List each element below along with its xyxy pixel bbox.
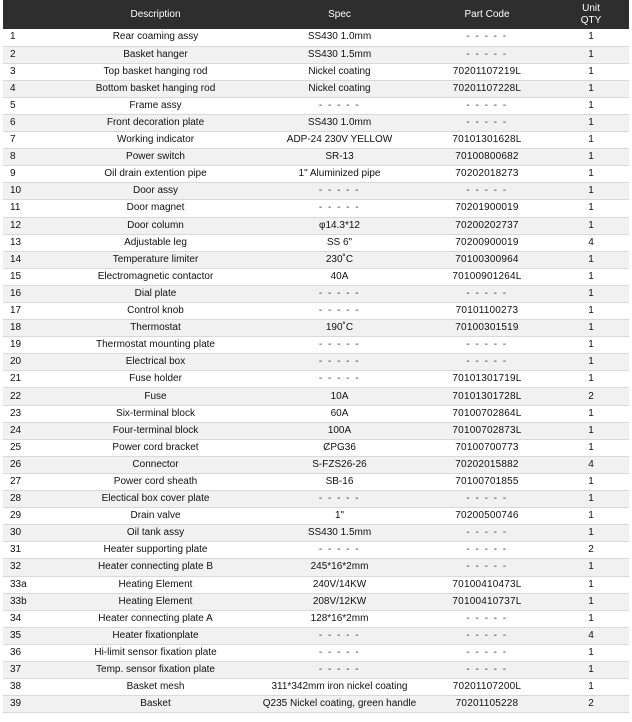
cell-unit-qty: 1 xyxy=(553,63,629,80)
table-row xyxy=(3,46,629,63)
cell-description: Frame assy xyxy=(53,97,258,114)
cell-part-code: 70100702873L xyxy=(421,422,553,439)
cell-description: Power cord sheath xyxy=(53,473,258,490)
cell-part-code: 70101301628L xyxy=(421,132,553,149)
cell-part-code: 70200202737 xyxy=(421,217,553,234)
cell-description: Heater connecting plate A xyxy=(53,610,258,627)
cell-spec: 311*342mm iron nickel coating xyxy=(258,679,421,696)
cell-description: Bottom basket hanging rod xyxy=(53,80,258,97)
table-row xyxy=(3,149,629,166)
cell-spec: SB-16 xyxy=(258,473,421,490)
cell-item-no: 35 xyxy=(3,627,53,644)
cell-unit-qty: 2 xyxy=(553,388,629,405)
cell-part-code: - - - - - xyxy=(421,644,553,661)
table-row xyxy=(3,593,629,610)
cell-unit-qty: 1 xyxy=(553,576,629,593)
table-row xyxy=(3,63,629,80)
cell-item-no: 7 xyxy=(3,132,53,149)
cell-description: Heater connecting plate B xyxy=(53,559,258,576)
cell-unit-qty: 1 xyxy=(553,508,629,525)
cell-unit-qty: 1 xyxy=(553,217,629,234)
cell-unit-qty: 1 xyxy=(553,320,629,337)
cell-spec: - - - - - xyxy=(258,491,421,508)
cell-item-no: 20 xyxy=(3,354,53,371)
table-row xyxy=(3,354,629,371)
cell-item-no: 24 xyxy=(3,422,53,439)
cell-unit-qty: 1 xyxy=(553,149,629,166)
cell-item-no: 33b xyxy=(3,593,53,610)
table-row xyxy=(3,132,629,149)
cell-item-no: 16 xyxy=(3,285,53,302)
cell-part-code: 70201107200L xyxy=(421,679,553,696)
cell-part-code: 70100410473L xyxy=(421,576,553,593)
cell-item-no: 13 xyxy=(3,234,53,251)
cell-unit-qty: 1 xyxy=(553,679,629,696)
cell-item-no: 2 xyxy=(3,46,53,63)
cell-unit-qty: 1 xyxy=(553,29,629,46)
table-row xyxy=(3,320,629,337)
cell-item-no: 28 xyxy=(3,491,53,508)
table-row xyxy=(3,610,629,627)
table-row xyxy=(3,525,629,542)
table-row xyxy=(3,559,629,576)
table-row xyxy=(3,114,629,131)
cell-spec: S-FZS26-26 xyxy=(258,456,421,473)
cell-part-code: - - - - - xyxy=(421,29,553,46)
cell-spec: 60A xyxy=(258,405,421,422)
cell-unit-qty: 2 xyxy=(553,696,629,713)
header-row xyxy=(3,0,629,29)
table-row xyxy=(3,439,629,456)
cell-part-code: 70100702864L xyxy=(421,405,553,422)
cell-description: Electromagnetic contactor xyxy=(53,268,258,285)
cell-unit-qty: 1 xyxy=(553,661,629,678)
cell-description: Heating Element xyxy=(53,593,258,610)
cell-unit-qty: 1 xyxy=(553,200,629,217)
cell-unit-qty: 1 xyxy=(553,166,629,183)
cell-spec: φ14.3*12 xyxy=(258,217,421,234)
cell-description: Six-terminal block xyxy=(53,405,258,422)
cell-description: Top basket hanging rod xyxy=(53,63,258,80)
cell-spec: Nickel coating xyxy=(258,80,421,97)
cell-description: Heater supporting plate xyxy=(53,542,258,559)
table-row xyxy=(3,422,629,439)
cell-description: Fuse xyxy=(53,388,258,405)
header-description: Description xyxy=(53,0,258,29)
cell-part-code: - - - - - xyxy=(421,661,553,678)
table-row xyxy=(3,97,629,114)
cell-item-no: 39 xyxy=(3,696,53,713)
cell-part-code: - - - - - xyxy=(421,610,553,627)
cell-spec: 190˚C xyxy=(258,320,421,337)
cell-unit-qty: 1 xyxy=(553,268,629,285)
cell-part-code: 70101301719L xyxy=(421,371,553,388)
cell-description: Temp. sensor fixation plate xyxy=(53,661,258,678)
cell-spec: - - - - - xyxy=(258,627,421,644)
cell-unit-qty: 1 xyxy=(553,593,629,610)
cell-spec: 10A xyxy=(258,388,421,405)
cell-part-code: - - - - - xyxy=(421,627,553,644)
cell-unit-qty: 1 xyxy=(553,46,629,63)
cell-spec: SS430 1.0mm xyxy=(258,29,421,46)
cell-spec: ADP-24 230V YELLOW xyxy=(258,132,421,149)
cell-part-code: - - - - - xyxy=(421,114,553,131)
cell-part-code: 70100410737L xyxy=(421,593,553,610)
cell-spec: 1" xyxy=(258,508,421,525)
cell-unit-qty: 1 xyxy=(553,132,629,149)
table-row xyxy=(3,508,629,525)
cell-spec: - - - - - xyxy=(258,542,421,559)
cell-description: Electrical box xyxy=(53,354,258,371)
header-no xyxy=(3,0,53,29)
table-header xyxy=(3,0,629,29)
cell-part-code: 70202015882 xyxy=(421,456,553,473)
cell-spec: - - - - - xyxy=(258,337,421,354)
cell-part-code: 70201105228 xyxy=(421,696,553,713)
cell-spec: 1" Aluminized pipe xyxy=(258,166,421,183)
cell-item-no: 38 xyxy=(3,679,53,696)
cell-item-no: 31 xyxy=(3,542,53,559)
cell-description: Power cord bracket xyxy=(53,439,258,456)
cell-description: Door assy xyxy=(53,183,258,200)
cell-part-code: - - - - - xyxy=(421,337,553,354)
table-row xyxy=(3,200,629,217)
cell-description: Four-terminal block xyxy=(53,422,258,439)
cell-item-no: 5 xyxy=(3,97,53,114)
cell-part-code: - - - - - xyxy=(421,491,553,508)
cell-description: Oil tank assy xyxy=(53,525,258,542)
cell-part-code: 70100800682 xyxy=(421,149,553,166)
cell-item-no: 23 xyxy=(3,405,53,422)
cell-part-code: 70201900019 xyxy=(421,200,553,217)
header-spec: Spec xyxy=(258,0,421,29)
cell-part-code: 70201107219L xyxy=(421,63,553,80)
cell-unit-qty: 1 xyxy=(553,337,629,354)
cell-spec: - - - - - xyxy=(258,644,421,661)
cell-part-code: 70100700773 xyxy=(421,439,553,456)
cell-item-no: 10 xyxy=(3,183,53,200)
cell-description: Working indicator xyxy=(53,132,258,149)
table-row xyxy=(3,644,629,661)
cell-description: Thermostat xyxy=(53,320,258,337)
table-row xyxy=(3,405,629,422)
table-row xyxy=(3,388,629,405)
cell-description: Door magnet xyxy=(53,200,258,217)
cell-part-code: 70100701855 xyxy=(421,473,553,490)
table-row xyxy=(3,268,629,285)
cell-unit-qty: 1 xyxy=(553,371,629,388)
cell-part-code: - - - - - xyxy=(421,542,553,559)
cell-spec: - - - - - xyxy=(258,183,421,200)
table-row xyxy=(3,183,629,200)
cell-part-code: - - - - - xyxy=(421,354,553,371)
cell-description: Hi-limit sensor fixation plate xyxy=(53,644,258,661)
table-row xyxy=(3,234,629,251)
table-row xyxy=(3,679,629,696)
cell-unit-qty: 1 xyxy=(553,354,629,371)
cell-description: Basket hanger xyxy=(53,46,258,63)
cell-item-no: 11 xyxy=(3,200,53,217)
cell-spec: - - - - - xyxy=(258,303,421,320)
header-unit-qty-line1: Unit xyxy=(582,2,600,14)
cell-item-no: 30 xyxy=(3,525,53,542)
cell-part-code: - - - - - xyxy=(421,46,553,63)
table-row xyxy=(3,29,629,46)
cell-item-no: 18 xyxy=(3,320,53,337)
table-row xyxy=(3,542,629,559)
cell-unit-qty: 4 xyxy=(553,456,629,473)
cell-item-no: 22 xyxy=(3,388,53,405)
cell-spec: 230˚C xyxy=(258,251,421,268)
cell-spec: - - - - - xyxy=(258,285,421,302)
cell-part-code: 70202018273 xyxy=(421,166,553,183)
cell-description: Power switch xyxy=(53,149,258,166)
cell-part-code: 70201107228L xyxy=(421,80,553,97)
cell-part-code: - - - - - xyxy=(421,525,553,542)
cell-unit-qty: 1 xyxy=(553,439,629,456)
cell-item-no: 9 xyxy=(3,166,53,183)
cell-part-code: 70200900019 xyxy=(421,234,553,251)
cell-unit-qty: 1 xyxy=(553,491,629,508)
table-row xyxy=(3,576,629,593)
cell-item-no: 21 xyxy=(3,371,53,388)
table-row xyxy=(3,371,629,388)
cell-item-no: 25 xyxy=(3,439,53,456)
header-unit-qty xyxy=(553,0,629,29)
cell-spec: Nickel coating xyxy=(258,63,421,80)
cell-unit-qty: 1 xyxy=(553,183,629,200)
cell-unit-qty: 4 xyxy=(553,627,629,644)
cell-description: Thermostat mounting plate xyxy=(53,337,258,354)
cell-unit-qty: 1 xyxy=(553,644,629,661)
cell-item-no: 1 xyxy=(3,29,53,46)
table-row xyxy=(3,303,629,320)
cell-item-no: 34 xyxy=(3,610,53,627)
cell-unit-qty: 1 xyxy=(553,422,629,439)
cell-spec: 245*16*2mm xyxy=(258,559,421,576)
cell-unit-qty: 1 xyxy=(553,473,629,490)
cell-unit-qty: 1 xyxy=(553,405,629,422)
cell-part-code: - - - - - xyxy=(421,183,553,200)
cell-item-no: 17 xyxy=(3,303,53,320)
cell-spec: - - - - - xyxy=(258,661,421,678)
cell-item-no: 3 xyxy=(3,63,53,80)
cell-part-code: - - - - - xyxy=(421,559,553,576)
cell-spec: 208V/12KW xyxy=(258,593,421,610)
cell-unit-qty: 2 xyxy=(553,542,629,559)
cell-part-code: 70101301728L xyxy=(421,388,553,405)
cell-unit-qty: 1 xyxy=(553,285,629,302)
cell-spec: ȻPG36 xyxy=(258,439,421,456)
cell-description: Adjustable leg xyxy=(53,234,258,251)
cell-spec: 240V/14KW xyxy=(258,576,421,593)
cell-item-no: 29 xyxy=(3,508,53,525)
header-part-code: Part Code xyxy=(421,0,553,29)
cell-part-code: 70100301519 xyxy=(421,320,553,337)
table-row xyxy=(3,166,629,183)
cell-description: Heater fixationplate xyxy=(53,627,258,644)
table-row xyxy=(3,473,629,490)
cell-item-no: 19 xyxy=(3,337,53,354)
cell-item-no: 36 xyxy=(3,644,53,661)
cell-description: Control knob xyxy=(53,303,258,320)
cell-part-code: 70101100273 xyxy=(421,303,553,320)
cell-unit-qty: 4 xyxy=(553,234,629,251)
cell-description: Temperature limiter xyxy=(53,251,258,268)
table-row xyxy=(3,491,629,508)
table-row xyxy=(3,627,629,644)
cell-item-no: 15 xyxy=(3,268,53,285)
header-unit-qty-line2: QTY xyxy=(580,14,602,26)
table-row xyxy=(3,661,629,678)
cell-unit-qty: 1 xyxy=(553,303,629,320)
cell-spec: SS430 1.5mm xyxy=(258,525,421,542)
parts-table xyxy=(3,0,629,713)
cell-unit-qty: 1 xyxy=(553,610,629,627)
table-row xyxy=(3,251,629,268)
cell-item-no: 14 xyxy=(3,251,53,268)
cell-item-no: 27 xyxy=(3,473,53,490)
cell-description: Oil drain extention pipe xyxy=(53,166,258,183)
table-row xyxy=(3,217,629,234)
cell-spec: 40A xyxy=(258,268,421,285)
table-row xyxy=(3,696,629,713)
cell-spec: SR-13 xyxy=(258,149,421,166)
cell-spec: - - - - - xyxy=(258,97,421,114)
cell-item-no: 32 xyxy=(3,559,53,576)
parts-list-sheet xyxy=(3,0,629,713)
cell-part-code: 70100901264L xyxy=(421,268,553,285)
cell-spec: 100A xyxy=(258,422,421,439)
cell-spec: SS 6" xyxy=(258,234,421,251)
cell-spec: - - - - - xyxy=(258,371,421,388)
cell-item-no: 37 xyxy=(3,661,53,678)
table-row xyxy=(3,285,629,302)
cell-spec: - - - - - xyxy=(258,354,421,371)
cell-item-no: 4 xyxy=(3,80,53,97)
cell-description: Door column xyxy=(53,217,258,234)
cell-unit-qty: 1 xyxy=(553,251,629,268)
cell-description: Fuse holder xyxy=(53,371,258,388)
cell-part-code: 70200500746 xyxy=(421,508,553,525)
cell-description: Electical box cover plate xyxy=(53,491,258,508)
cell-item-no: 8 xyxy=(3,149,53,166)
table-row xyxy=(3,337,629,354)
cell-unit-qty: 1 xyxy=(553,97,629,114)
cell-description: Drain valve xyxy=(53,508,258,525)
table-row xyxy=(3,80,629,97)
table-row xyxy=(3,456,629,473)
cell-item-no: 6 xyxy=(3,114,53,131)
cell-spec: Q235 Nickel coating, green handle xyxy=(258,696,421,713)
cell-description: Dial plate xyxy=(53,285,258,302)
table-body xyxy=(3,29,629,713)
cell-description: Basket mesh xyxy=(53,679,258,696)
cell-description: Basket xyxy=(53,696,258,713)
cell-description: Front decoration plate xyxy=(53,114,258,131)
cell-spec: SS430 1.5mm xyxy=(258,46,421,63)
cell-unit-qty: 1 xyxy=(553,525,629,542)
cell-unit-qty: 1 xyxy=(553,114,629,131)
cell-description: Rear coaming assy xyxy=(53,29,258,46)
cell-description: Connector xyxy=(53,456,258,473)
cell-description: Heating Element xyxy=(53,576,258,593)
cell-item-no: 33a xyxy=(3,576,53,593)
cell-unit-qty: 1 xyxy=(553,80,629,97)
cell-part-code: - - - - - xyxy=(421,97,553,114)
cell-part-code: 70100300964 xyxy=(421,251,553,268)
cell-item-no: 26 xyxy=(3,456,53,473)
cell-spec: SS430 1.0mm xyxy=(258,114,421,131)
cell-spec: - - - - - xyxy=(258,200,421,217)
cell-spec: 128*16*2mm xyxy=(258,610,421,627)
cell-item-no: 12 xyxy=(3,217,53,234)
cell-part-code: - - - - - xyxy=(421,285,553,302)
cell-unit-qty: 1 xyxy=(553,559,629,576)
